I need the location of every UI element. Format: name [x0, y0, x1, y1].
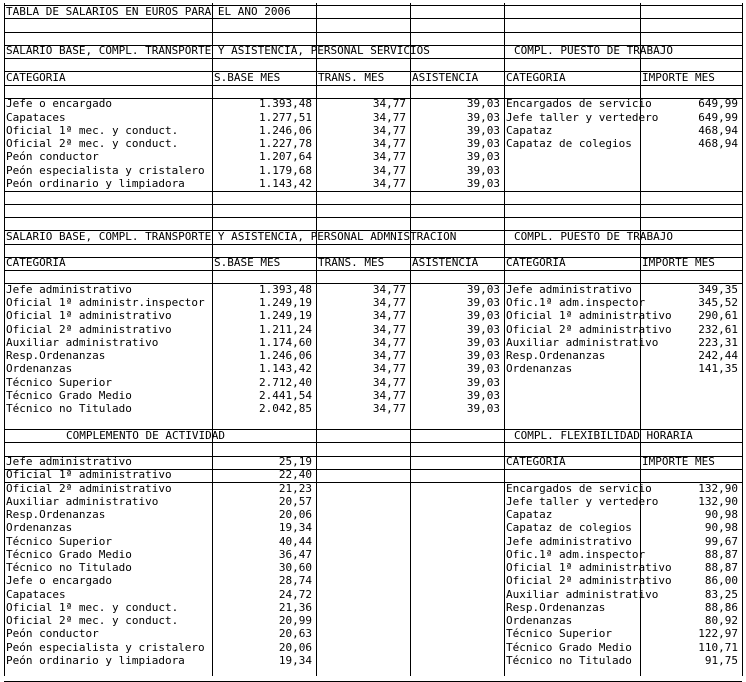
salary-cell: 1.143,42	[259, 362, 312, 376]
attendance-cell: 39,03	[466, 123, 500, 137]
category-cell: Auxiliar administrativo	[6, 335, 159, 349]
activity-amount-cell: 30,60	[278, 561, 312, 574]
transport-cell: 34,77	[372, 97, 406, 111]
category-cell: Jefe taller y vertedero	[506, 494, 659, 508]
category-cell: Encargados de servicio	[506, 481, 652, 495]
category-cell: Oficial 2ª administrativo	[506, 322, 672, 336]
transport-cell: 34,77	[372, 375, 406, 389]
category-cell: Capataces	[6, 587, 66, 601]
activity-amount-cell: 20,99	[278, 614, 312, 627]
amount-cell: 242,44	[698, 349, 738, 362]
category-cell: Resp.Ordenanzas	[6, 508, 106, 521]
amount-cell: 88,86	[704, 600, 738, 614]
amount-cell: 345,52	[698, 296, 738, 309]
column-header: ASISTENCIA	[412, 256, 479, 270]
transport-cell: 34,77	[372, 110, 406, 124]
side-section-heading: COMPL. FLEXIBILIDAD HORARIA	[514, 428, 693, 442]
category-cell: Oficial 1ª administrativo	[506, 309, 672, 323]
transport-cell: 34,77	[372, 309, 406, 323]
category-cell: Ordenanzas	[6, 362, 73, 376]
category-cell: Jefe o encargado	[6, 574, 112, 588]
transport-cell: 34,77	[372, 150, 406, 164]
attendance-cell: 39,03	[466, 375, 500, 389]
category-cell: Jefe administrativo	[506, 534, 632, 548]
category-cell: Capataces	[6, 110, 66, 124]
attendance-cell: 39,03	[466, 176, 500, 190]
category-cell: Técnico Superior	[506, 627, 612, 641]
amount-cell: 649,99	[698, 97, 738, 111]
attendance-cell: 39,03	[466, 349, 500, 362]
category-cell: Capataz	[506, 123, 553, 137]
category-cell: Oficial 1ª administrativo	[6, 309, 172, 323]
category-cell: Técnico no Titulado	[6, 561, 132, 574]
grid-horizontal-line	[4, 204, 742, 205]
salary-cell: 1.393,48	[259, 97, 312, 111]
transport-cell: 34,77	[372, 123, 406, 137]
salary-cell: 1.249,19	[259, 296, 312, 309]
category-cell: Ordenanzas	[6, 521, 73, 535]
salary-cell: 1.277,51	[259, 110, 312, 124]
amount-cell: 91,75	[704, 653, 738, 667]
column-header: CATEGORIA	[506, 455, 566, 468]
category-cell: Peón ordinario y limpiadora	[6, 176, 185, 190]
activity-amount-cell: 40,44	[278, 534, 312, 548]
salary-cell: 1.207,64	[259, 150, 312, 164]
column-header: CATEGORIA	[506, 70, 566, 84]
amount-cell: 141,35	[698, 362, 738, 376]
amount-cell: 468,94	[698, 123, 738, 137]
amount-cell: 80,92	[704, 614, 738, 627]
activity-amount-cell: 24,72	[278, 587, 312, 601]
activity-amount-cell: 20,06	[278, 508, 312, 521]
attendance-cell: 39,03	[466, 388, 500, 402]
transport-cell: 34,77	[372, 176, 406, 190]
grid-horizontal-line	[4, 244, 742, 245]
amount-cell: 132,90	[698, 494, 738, 508]
amount-cell: 110,71	[698, 640, 738, 654]
transport-cell: 34,77	[372, 362, 406, 376]
attendance-cell: 39,03	[466, 335, 500, 349]
attendance-cell: 39,03	[466, 322, 500, 336]
activity-amount-cell: 36,47	[278, 547, 312, 561]
category-cell: Oficial 2ª administrativo	[6, 322, 172, 336]
category-cell: Oficial 2ª mec. y conduct.	[6, 137, 179, 150]
grid-horizontal-line	[4, 191, 742, 192]
category-cell: Oficial 1ª mec. y conduct.	[6, 600, 179, 614]
attendance-cell: 39,03	[466, 402, 500, 415]
category-cell: Oficial 2ª mec. y conduct.	[6, 614, 179, 627]
salary-cell: 1.174,60	[259, 335, 312, 349]
category-cell: Resp.Ordenanzas	[506, 349, 606, 362]
column-header: S.BASE MES	[214, 70, 281, 84]
transport-cell: 34,77	[372, 322, 406, 336]
grid-horizontal-line	[4, 442, 742, 443]
salary-cell: 2.441,54	[259, 388, 312, 402]
category-cell: Ofic.1ª adm.inspector	[506, 296, 646, 309]
category-cell: Técnico Superior	[6, 534, 112, 548]
amount-cell: 290,61	[698, 309, 738, 323]
activity-amount-cell: 28,74	[278, 574, 312, 588]
attendance-cell: 39,03	[466, 309, 500, 323]
activity-amount-cell: 22,40	[278, 468, 312, 482]
category-cell: Oficial 1ª mec. y conduct.	[6, 123, 179, 137]
activity-amount-cell: 19,34	[278, 521, 312, 535]
category-cell: Técnico no Titulado	[506, 653, 632, 667]
grid-horizontal-line	[4, 58, 742, 59]
attendance-cell: 39,03	[466, 110, 500, 124]
category-cell: Capataz de colegios	[506, 521, 632, 535]
amount-cell: 649,99	[698, 110, 738, 124]
grid-vertical-line	[742, 3, 743, 676]
category-cell: Técnico Grado Medio	[506, 640, 632, 654]
amount-cell: 232,61	[698, 322, 738, 336]
salary-cell: 1.227,78	[259, 137, 312, 150]
category-cell: Peón conductor	[6, 627, 99, 641]
column-header: IMPORTE MES	[642, 70, 715, 84]
activity-amount-cell: 19,34	[278, 653, 312, 667]
attendance-cell: 39,03	[466, 163, 500, 177]
amount-cell: 86,00	[704, 574, 738, 588]
transport-cell: 34,77	[372, 163, 406, 177]
column-header: TRANS. MES	[318, 70, 385, 84]
category-cell: Ofic.1ª adm.inspector	[506, 547, 646, 561]
transport-cell: 34,77	[372, 402, 406, 415]
column-header: IMPORTE MES	[642, 256, 715, 270]
category-cell: Capataz de colegios	[506, 137, 632, 150]
column-header: TRANS. MES	[318, 256, 385, 270]
amount-cell: 88,87	[704, 561, 738, 574]
amount-cell: 88,87	[704, 547, 738, 561]
category-cell: Encargados de servicio	[506, 97, 652, 111]
category-cell: Oficial 2ª administrativo	[506, 574, 672, 588]
category-cell: Jefe taller y vertedero	[506, 110, 659, 124]
grid-horizontal-line	[4, 217, 742, 218]
salary-cell: 1.211,24	[259, 322, 312, 336]
activity-amount-cell: 20,63	[278, 627, 312, 641]
amount-cell: 99,67	[704, 534, 738, 548]
column-header: CATEGORIA	[6, 70, 66, 84]
amount-cell: 122,97	[698, 627, 738, 641]
category-cell: Jefe o encargado	[6, 97, 112, 111]
category-cell: Ordenanzas	[506, 614, 573, 627]
category-cell: Peón conductor	[6, 150, 99, 164]
transport-cell: 34,77	[372, 335, 406, 349]
attendance-cell: 39,03	[466, 137, 500, 150]
salary-cell: 1.143,42	[259, 176, 312, 190]
category-cell: Auxiliar administrativo	[506, 335, 659, 349]
column-header: CATEGORIA	[506, 256, 566, 270]
attendance-cell: 39,03	[466, 296, 500, 309]
transport-cell: 34,77	[372, 296, 406, 309]
transport-cell: 34,77	[372, 137, 406, 150]
attendance-cell: 39,03	[466, 97, 500, 111]
transport-cell: 34,77	[372, 349, 406, 362]
salary-cell: 1.249,19	[259, 309, 312, 323]
category-cell: Jefe administrativo	[6, 455, 132, 468]
activity-amount-cell: 20,57	[278, 494, 312, 508]
amount-cell: 90,98	[704, 508, 738, 521]
category-cell: Peón especialista y cristalero	[6, 163, 205, 177]
transport-cell: 34,77	[372, 282, 406, 296]
category-cell: Peón ordinario y limpiadora	[6, 653, 185, 667]
side-section-heading: COMPL. PUESTO DE TRABAJO	[514, 229, 673, 243]
section-heading: SALARIO BASE, COMPL. TRANSPORTE Y ASISTENCIA, PERSONAL SERVICIOS	[6, 44, 430, 58]
side-section-heading: COMPL. PUESTO DE TRABAJO	[514, 44, 673, 58]
salary-cell: 1.179,68	[259, 163, 312, 177]
amount-cell: 223,31	[698, 335, 738, 349]
activity-amount-cell: 25,19	[278, 455, 312, 468]
salary-cell: 2.042,85	[259, 402, 312, 415]
category-cell: Oficial 2ª administrativo	[6, 481, 172, 495]
grid-horizontal-line	[4, 270, 742, 271]
category-cell: Técnico Grado Medio	[6, 547, 132, 561]
attendance-cell: 39,03	[466, 150, 500, 164]
column-header: ASISTENCIA	[412, 70, 479, 84]
amount-cell: 83,25	[704, 587, 738, 601]
category-cell: Capataz	[506, 508, 553, 521]
category-cell: Ordenanzas	[506, 362, 573, 376]
category-cell: Técnico Grado Medio	[6, 388, 132, 402]
column-header: S.BASE MES	[214, 256, 281, 270]
column-header: IMPORTE MES	[642, 455, 715, 468]
salary-cell: 2.712,40	[259, 375, 312, 389]
activity-amount-cell: 21,23	[278, 481, 312, 495]
attendance-cell: 39,03	[466, 362, 500, 376]
activity-amount-cell: 21,36	[278, 600, 312, 614]
amount-cell: 132,90	[698, 481, 738, 495]
activity-amount-cell: 20,06	[278, 640, 312, 654]
category-cell: Técnico Superior	[6, 375, 112, 389]
category-cell: Técnico no Titulado	[6, 402, 132, 415]
salary-cell: 1.393,48	[259, 282, 312, 296]
category-cell: Oficial 1ª administrativo	[6, 468, 172, 482]
section-heading: COMPLEMENTO DE ACTIVIDAD	[66, 428, 225, 442]
amount-cell: 349,35	[698, 282, 738, 296]
category-cell: Oficial 1ª administrativo	[506, 561, 672, 574]
category-cell: Auxiliar administrativo	[6, 494, 159, 508]
grid-horizontal-line	[4, 18, 742, 19]
category-cell: Auxiliar administrativo	[506, 587, 659, 601]
category-cell: Resp.Ordenanzas	[506, 600, 606, 614]
category-cell: Peón especialista y cristalero	[6, 640, 205, 654]
amount-cell: 468,94	[698, 137, 738, 150]
transport-cell: 34,77	[372, 388, 406, 402]
amount-cell: 90,98	[704, 521, 738, 535]
column-header: CATEGORIA	[6, 256, 66, 270]
grid-horizontal-line	[4, 85, 742, 86]
category-cell: Jefe administrativo	[506, 282, 632, 296]
grid-horizontal-line	[4, 32, 742, 33]
attendance-cell: 39,03	[466, 282, 500, 296]
section-heading: SALARIO BASE, COMPL. TRANSPORTE Y ASISTENCIA, PERSONAL ADMNISTRACION	[6, 229, 457, 243]
salary-cell: 1.246,06	[259, 123, 312, 137]
category-cell: Jefe administrativo	[6, 282, 132, 296]
category-cell: Oficial 1ª administr.inspector	[6, 296, 205, 309]
sheet-title: TABLA DE SALARIOS EN EUROS PARA EL AÑO 2006	[6, 4, 291, 18]
salary-cell: 1.246,06	[259, 349, 312, 362]
category-cell: Resp.Ordenanzas	[6, 349, 106, 362]
